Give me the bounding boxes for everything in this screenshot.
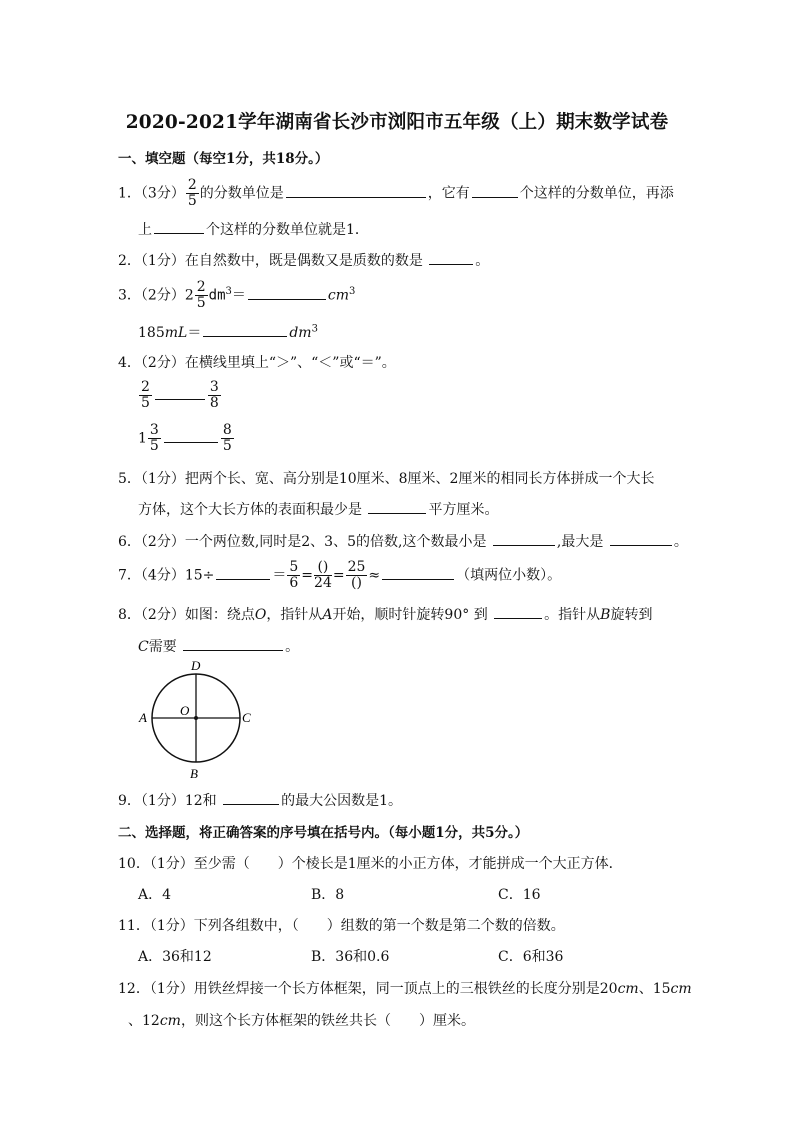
q7-eq-3: =: [332, 567, 345, 584]
q12-v2: 15: [652, 981, 671, 997]
q7-blank-2[interactable]: [382, 565, 454, 580]
q9-blank[interactable]: [223, 790, 279, 805]
q3-eq-2: ＝: [187, 325, 202, 341]
q9-text-1: 12和: [184, 793, 217, 809]
q1-text-5: 个这样的分数单位就是1．: [206, 222, 369, 238]
q3-sup-2: 3: [349, 285, 356, 297]
q10-option-c[interactable]: C．16: [498, 887, 541, 903]
q7-frac-1: $\frac{5}{6}$: [289, 559, 299, 591]
q10-text: 至少需（ ）个棱长是1厘米的小正方体，才能拼成一个大正方体．: [193, 856, 623, 872]
question-9: [118, 790, 402, 810]
q1-fraction: $\frac{2}{5}$: [187, 177, 197, 209]
q8-text-4: 。指针从: [544, 607, 601, 623]
q3-number: 3．（2分）: [118, 287, 185, 304]
q10-option-b[interactable]: B．8: [311, 887, 345, 903]
question-1-line-2: [138, 219, 369, 239]
q8-text-5: 旋转到: [610, 607, 653, 623]
q5-text-3: 平方厘米。: [428, 502, 499, 518]
q1-number: 1．（3分）: [118, 185, 185, 202]
q3-whole: 2: [184, 287, 194, 304]
q8-A: A: [322, 607, 333, 623]
q12-sep: 、: [638, 981, 653, 997]
q4-r1-frac-b: $\frac{3}{8}$: [209, 379, 219, 411]
q7-number: 7．（4分）: [118, 567, 185, 584]
q6-text-2: ,最大是: [556, 534, 604, 550]
question-1: [118, 178, 674, 209]
q10-number: 10．（1分）: [118, 856, 194, 872]
q9-text-2: 的最大公因数是1。: [281, 793, 403, 809]
q4-r1-blank[interactable]: [155, 385, 205, 400]
q11-option-b[interactable]: B．36和0.6: [311, 949, 390, 965]
q12-l2-start: 、: [128, 1013, 142, 1029]
q11-text: 下列各组数中，（ ）组数的第一个数是第二个数的倍数。: [193, 918, 565, 934]
q4-r2-whole: 1: [138, 430, 147, 447]
q8-O: O: [254, 607, 267, 623]
q1-blank-1[interactable]: [286, 183, 426, 198]
q7-text-2: （填两位小数）。: [456, 567, 562, 584]
q4-text: 在横线里填上“＞”、“＜”或“＝”。: [184, 355, 396, 371]
q12-u2: cm: [670, 981, 692, 997]
q3-blank-2[interactable]: [203, 322, 287, 337]
q1-blank-2[interactable]: [472, 183, 518, 198]
q8-text-3: 开始，顺时针旋转90° 到: [332, 607, 488, 623]
q7-eq-2: =: [301, 567, 314, 584]
q7-frac-2[interactable]: $\frac{()}{24}$: [314, 559, 332, 591]
question-5-line-2: [138, 499, 498, 519]
q9-number: 9．（1分）: [118, 793, 185, 809]
q4-row-1: [138, 380, 222, 411]
q3-fraction: $\frac{2}{5}$: [196, 279, 206, 311]
q11-option-c[interactable]: C．6和36: [498, 949, 564, 965]
q12-u3: cm: [159, 1013, 181, 1029]
q1-text-4: 上: [138, 222, 152, 238]
q4-r1-frac-a: $\frac{2}{5}$: [141, 379, 150, 411]
diagram-label-A: A: [139, 710, 147, 725]
q5-blank[interactable]: [368, 499, 426, 514]
q8-blank-2[interactable]: [183, 636, 283, 651]
q2-number: 2．（1分）: [118, 253, 185, 269]
question-7: [118, 560, 561, 591]
q3-sup-1: 3: [225, 285, 232, 297]
section-2-heading: 二、选择题，将正确答案的序号填在括号内。（每小题1分，共5分。）: [118, 825, 529, 841]
q2-text-2: 。: [475, 253, 490, 269]
diagram-label-O: O: [180, 703, 190, 718]
q12-number: 12．（1分）: [118, 981, 194, 997]
q3-sup-3: 3: [311, 323, 318, 335]
q6-text-3: 。: [673, 534, 688, 550]
q12-v1: 20: [599, 981, 618, 997]
q6-blank-1[interactable]: [493, 531, 555, 546]
q12-text-1: 用铁丝焊接一个长方体框架，同一顶点上的三根铁丝的长度分别是: [193, 981, 600, 997]
q5-text-1: 把两个长、宽、高分别是10厘米、8厘米、2厘米的相同长方体拼成一个大长: [184, 471, 655, 487]
question-4: [118, 352, 396, 372]
q3-unit-dm: dm: [208, 287, 226, 304]
diagram-center-dot: [194, 716, 198, 720]
diagram-label-B: B: [190, 766, 198, 781]
q4-r2-blank[interactable]: [164, 428, 218, 443]
q3-eq: ＝: [231, 287, 246, 304]
q12-u1: cm: [617, 981, 639, 997]
question-10: [118, 853, 623, 873]
q6-text-1: 一个两位数,同时是2、3、5的倍数,这个数最小是: [184, 534, 487, 550]
question-3-line-2: [138, 322, 318, 342]
question-3: [118, 280, 355, 311]
q8-B: B: [600, 607, 611, 623]
q12-v3: 12: [142, 1013, 160, 1029]
diagram-label-D: D: [191, 658, 201, 673]
question-8-line-2: [138, 636, 299, 656]
q10-option-a[interactable]: A．4: [138, 887, 172, 903]
question-5: [118, 468, 654, 488]
q6-number: 6．（2分）: [118, 534, 185, 550]
q2-blank[interactable]: [429, 250, 473, 265]
q6-blank-2[interactable]: [610, 531, 672, 546]
q3-blank-1[interactable]: [248, 285, 326, 300]
q8-number: 8．（2分）: [118, 607, 185, 623]
q7-approx: ≈: [368, 567, 381, 584]
q4-r2-frac-a: $\frac{3}{5}$: [149, 422, 159, 454]
q7-text-1: 15÷: [184, 567, 215, 584]
q4-number: 4．（2分）: [118, 355, 185, 371]
question-8: [118, 604, 652, 624]
q8-C: C: [138, 639, 149, 655]
question-6: [118, 531, 688, 551]
q7-frac-3[interactable]: $\frac{25}{()}$: [347, 559, 366, 591]
q8-text-1: 如图：绕点: [184, 607, 255, 623]
q3-unit-dm-2: dm: [289, 325, 312, 341]
question-12-line-2: [128, 1010, 475, 1030]
q8-text-7: 。: [285, 639, 300, 655]
q8-text-2: ，指针从: [266, 607, 323, 623]
diagram-label-C: C: [242, 710, 251, 725]
q5-number: 5．（1分）: [118, 471, 185, 487]
q12-text-2: ，则这个长方体框架的铁丝共长（ ）厘米。: [180, 1013, 475, 1029]
q7-blank-1[interactable]: [216, 565, 270, 580]
question-12: [118, 978, 692, 998]
q8-text-6: 需要: [148, 639, 177, 655]
section-1-heading: 一、填空题（每空1分，共18分。）: [118, 151, 329, 167]
page-title: 2020-2021学年湖南省长沙市浏阳市五年级（上）期末数学试卷: [125, 112, 669, 133]
q1-blank-3[interactable]: [154, 219, 204, 234]
q1-text-2: ，它有: [427, 185, 470, 202]
q8-blank-1[interactable]: [494, 604, 542, 619]
q11-option-a[interactable]: A．36和12: [138, 949, 212, 965]
question-11: [118, 915, 565, 935]
q3-unit-ml: mL: [164, 325, 188, 341]
q3-185: 185: [138, 325, 165, 341]
q2-text-1: 在自然数中，既是偶数又是质数的数是: [184, 253, 423, 269]
q3-unit-cm: cm: [327, 287, 350, 304]
clock-diagram: [134, 656, 254, 782]
q7-eq: ＝: [272, 567, 287, 584]
q1-text-1: 的分数单位是: [199, 185, 284, 202]
question-2: [118, 250, 489, 270]
q5-text-2: 方体，这个大长方体的表面积最少是: [138, 502, 362, 518]
q4-row-2: [138, 423, 235, 454]
q4-r2-frac-b: $\frac{8}{5}$: [222, 422, 232, 454]
q11-number: 11．（1分）: [118, 918, 194, 934]
q1-text-3: 个这样的分数单位，再添: [519, 185, 674, 202]
